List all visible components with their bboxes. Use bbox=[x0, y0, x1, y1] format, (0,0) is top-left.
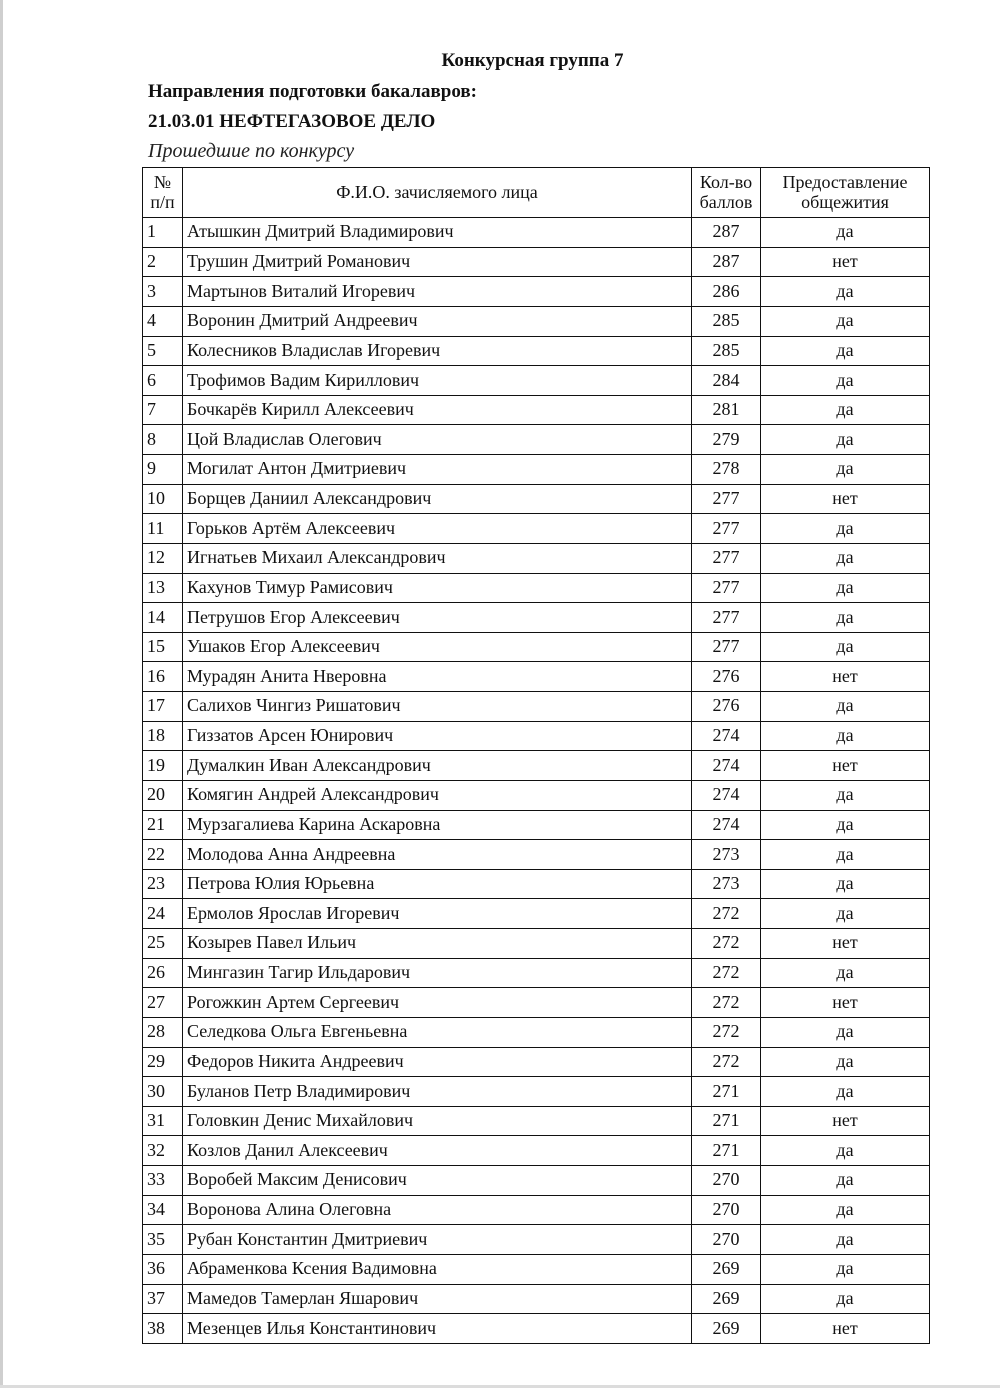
table-row bbox=[143, 1284, 930, 1314]
score: 287 bbox=[692, 218, 761, 248]
dormitory: да bbox=[761, 632, 930, 662]
student-name: Козырев Павел Ильич bbox=[183, 929, 692, 959]
row-number: 17 bbox=[143, 692, 183, 722]
student-name: Гиззатов Арсен Юнирович bbox=[183, 721, 692, 751]
dormitory: нет bbox=[761, 1106, 930, 1136]
table-row bbox=[143, 721, 930, 751]
student-name: Воронин Дмитрий Андреевич bbox=[183, 306, 692, 336]
dormitory: да bbox=[761, 543, 930, 573]
student-name: Мурадян Анита Нверовна bbox=[183, 662, 692, 692]
score: 285 bbox=[692, 306, 761, 336]
row-number: 24 bbox=[143, 899, 183, 929]
header-score-line2: баллов bbox=[699, 191, 753, 212]
score: 281 bbox=[692, 395, 761, 425]
dormitory: да bbox=[761, 780, 930, 810]
table-row bbox=[143, 1106, 930, 1136]
row-number: 12 bbox=[143, 543, 183, 573]
row-number: 5 bbox=[143, 336, 183, 366]
table-row bbox=[143, 395, 930, 425]
table-row bbox=[143, 632, 930, 662]
score: 269 bbox=[692, 1284, 761, 1314]
row-number: 27 bbox=[143, 988, 183, 1018]
table-row bbox=[143, 662, 930, 692]
student-name: Ермолов Ярослав Игоревич bbox=[183, 899, 692, 929]
row-number: 38 bbox=[143, 1314, 183, 1344]
table-row bbox=[143, 1225, 930, 1255]
score: 271 bbox=[692, 1077, 761, 1107]
score: 269 bbox=[692, 1254, 761, 1284]
student-name: Колесников Владислав Игоревич bbox=[183, 336, 692, 366]
table-row bbox=[143, 988, 930, 1018]
dormitory: нет bbox=[761, 247, 930, 277]
enrollment-table bbox=[142, 167, 930, 1344]
dormitory: да bbox=[761, 692, 930, 722]
score: 270 bbox=[692, 1195, 761, 1225]
score: 273 bbox=[692, 869, 761, 899]
student-name: Буланов Петр Владимирович bbox=[183, 1077, 692, 1107]
dormitory: да bbox=[761, 1047, 930, 1077]
dormitory: да bbox=[761, 425, 930, 455]
score: 271 bbox=[692, 1136, 761, 1166]
score: 272 bbox=[692, 1047, 761, 1077]
table-row bbox=[143, 484, 930, 514]
dormitory: да bbox=[761, 395, 930, 425]
dormitory: да bbox=[761, 1225, 930, 1255]
student-name: Молодова Анна Андреевна bbox=[183, 840, 692, 870]
student-name: Трофимов Вадим Кириллович bbox=[183, 366, 692, 396]
score: 272 bbox=[692, 958, 761, 988]
student-name: Атышкин Дмитрий Владимирович bbox=[183, 218, 692, 248]
dormitory: да bbox=[761, 1254, 930, 1284]
row-number: 33 bbox=[143, 1166, 183, 1196]
row-number: 3 bbox=[143, 277, 183, 307]
table-row bbox=[143, 455, 930, 485]
direction-label: Направления подготовки бакалавров: bbox=[148, 81, 477, 102]
student-name: Селедкова Ольга Евгеньевна bbox=[183, 1017, 692, 1047]
table-row bbox=[143, 425, 930, 455]
row-number: 9 bbox=[143, 455, 183, 485]
student-name: Петрушов Егор Алексеевич bbox=[183, 603, 692, 633]
score: 274 bbox=[692, 780, 761, 810]
student-name: Игнатьев Михаил Александрович bbox=[183, 543, 692, 573]
student-name: Мурзагалиева Карина Аскаровна bbox=[183, 810, 692, 840]
table-row bbox=[143, 869, 930, 899]
score: 277 bbox=[692, 543, 761, 573]
dormitory: да bbox=[761, 218, 930, 248]
dormitory: да bbox=[761, 277, 930, 307]
row-number: 37 bbox=[143, 1284, 183, 1314]
score: 273 bbox=[692, 840, 761, 870]
student-name: Рогожкин Артем Сергеевич bbox=[183, 988, 692, 1018]
table-row bbox=[143, 277, 930, 307]
table-row bbox=[143, 514, 930, 544]
row-number: 32 bbox=[143, 1136, 183, 1166]
score: 277 bbox=[692, 514, 761, 544]
student-name: Воронова Алина Олеговна bbox=[183, 1195, 692, 1225]
table-row bbox=[143, 958, 930, 988]
dormitory: да bbox=[761, 721, 930, 751]
score: 274 bbox=[692, 751, 761, 781]
score: 276 bbox=[692, 662, 761, 692]
row-number: 23 bbox=[143, 869, 183, 899]
score: 270 bbox=[692, 1166, 761, 1196]
table-row bbox=[143, 840, 930, 870]
score: 279 bbox=[692, 425, 761, 455]
header-num-line2: п/п bbox=[150, 191, 175, 212]
header-row bbox=[143, 168, 930, 218]
header-num-line1: № bbox=[153, 171, 172, 192]
program-title: 21.03.01 НЕФТЕГАЗОВОЕ ДЕЛО bbox=[148, 111, 436, 132]
score: 285 bbox=[692, 336, 761, 366]
row-number: 36 bbox=[143, 1254, 183, 1284]
score: 272 bbox=[692, 899, 761, 929]
dormitory: да bbox=[761, 1017, 930, 1047]
score: 272 bbox=[692, 929, 761, 959]
dormitory: да bbox=[761, 899, 930, 929]
table-row bbox=[143, 336, 930, 366]
dormitory: да bbox=[761, 810, 930, 840]
score: 277 bbox=[692, 603, 761, 633]
score: 287 bbox=[692, 247, 761, 277]
row-number: 2 bbox=[143, 247, 183, 277]
student-name: Кахунов Тимур Рамисович bbox=[183, 573, 692, 603]
dormitory: да bbox=[761, 958, 930, 988]
score: 271 bbox=[692, 1106, 761, 1136]
row-number: 18 bbox=[143, 721, 183, 751]
student-name: Комягин Андрей Александрович bbox=[183, 780, 692, 810]
row-number: 8 bbox=[143, 425, 183, 455]
row-number: 13 bbox=[143, 573, 183, 603]
table-row bbox=[143, 692, 930, 722]
row-number: 26 bbox=[143, 958, 183, 988]
table-header bbox=[143, 168, 930, 218]
score: 277 bbox=[692, 632, 761, 662]
score: 269 bbox=[692, 1314, 761, 1344]
score: 270 bbox=[692, 1225, 761, 1255]
header-score bbox=[692, 168, 761, 218]
row-number: 29 bbox=[143, 1047, 183, 1077]
row-number: 7 bbox=[143, 395, 183, 425]
dormitory: да bbox=[761, 1136, 930, 1166]
dormitory: нет bbox=[761, 484, 930, 514]
dormitory: да bbox=[761, 840, 930, 870]
row-number: 35 bbox=[143, 1225, 183, 1255]
student-name: Цой Владислав Олегович bbox=[183, 425, 692, 455]
student-name: Мамедов Тамерлан Яшарович bbox=[183, 1284, 692, 1314]
header-num bbox=[143, 168, 183, 218]
dormitory: да bbox=[761, 603, 930, 633]
student-name: Рубан Константин Дмитриевич bbox=[183, 1225, 692, 1255]
dormitory: да bbox=[761, 366, 930, 396]
row-number: 34 bbox=[143, 1195, 183, 1225]
table-row bbox=[143, 929, 930, 959]
header-dorm bbox=[761, 168, 930, 218]
dormitory: да bbox=[761, 336, 930, 366]
student-name: Мартынов Виталий Игоревич bbox=[183, 277, 692, 307]
dormitory: нет bbox=[761, 988, 930, 1018]
table-row bbox=[143, 751, 930, 781]
dormitory: да bbox=[761, 1195, 930, 1225]
table-row bbox=[143, 366, 930, 396]
score: 286 bbox=[692, 277, 761, 307]
table-row bbox=[143, 780, 930, 810]
dormitory: да bbox=[761, 1284, 930, 1314]
student-name: Петрова Юлия Юрьевна bbox=[183, 869, 692, 899]
dormitory: нет bbox=[761, 1314, 930, 1344]
row-number: 21 bbox=[143, 810, 183, 840]
student-name: Головкин Денис Михайлович bbox=[183, 1106, 692, 1136]
header-name: Ф.И.О. зачисляемого лица bbox=[183, 168, 692, 218]
row-number: 15 bbox=[143, 632, 183, 662]
score: 277 bbox=[692, 573, 761, 603]
row-number: 4 bbox=[143, 306, 183, 336]
table-row bbox=[143, 810, 930, 840]
page-left-edge bbox=[0, 0, 3, 1388]
table-row bbox=[143, 306, 930, 336]
table-row bbox=[143, 543, 930, 573]
student-name: Бочкарёв Кирилл Алексеевич bbox=[183, 395, 692, 425]
student-name: Трушин Дмитрий Романович bbox=[183, 247, 692, 277]
table-row bbox=[143, 1077, 930, 1107]
table-row bbox=[143, 1195, 930, 1225]
student-name: Горьков Артём Алексеевич bbox=[183, 514, 692, 544]
dormitory: нет bbox=[761, 662, 930, 692]
row-number: 10 bbox=[143, 484, 183, 514]
header-dorm-line1: Предоставление bbox=[782, 171, 908, 192]
table-body bbox=[143, 218, 930, 1344]
score: 277 bbox=[692, 484, 761, 514]
table-row bbox=[143, 218, 930, 248]
table-row bbox=[143, 247, 930, 277]
row-number: 19 bbox=[143, 751, 183, 781]
score: 276 bbox=[692, 692, 761, 722]
row-number: 14 bbox=[143, 603, 183, 633]
row-number: 1 bbox=[143, 218, 183, 248]
row-number: 28 bbox=[143, 1017, 183, 1047]
student-name: Козлов Данил Алексеевич bbox=[183, 1136, 692, 1166]
row-number: 11 bbox=[143, 514, 183, 544]
header-score-line1: Кол-во bbox=[699, 171, 753, 192]
student-name: Мезенцев Илья Константинович bbox=[183, 1314, 692, 1344]
row-number: 25 bbox=[143, 929, 183, 959]
table-row bbox=[143, 573, 930, 603]
dormitory: да bbox=[761, 573, 930, 603]
subtitle: Прошедшие по конкурсу bbox=[148, 140, 355, 162]
dormitory: нет bbox=[761, 751, 930, 781]
student-name: Могилат Антон Дмитриевич bbox=[183, 455, 692, 485]
score: 274 bbox=[692, 810, 761, 840]
student-name: Ушаков Егор Алексеевич bbox=[183, 632, 692, 662]
score: 284 bbox=[692, 366, 761, 396]
table-row bbox=[143, 603, 930, 633]
dormitory: да bbox=[761, 514, 930, 544]
dormitory: да bbox=[761, 1077, 930, 1107]
table-row bbox=[143, 1314, 930, 1344]
row-number: 30 bbox=[143, 1077, 183, 1107]
group-title: Конкурсная группа 7 bbox=[441, 50, 624, 71]
score: 278 bbox=[692, 455, 761, 485]
student-name: Борщев Даниил Александрович bbox=[183, 484, 692, 514]
score: 274 bbox=[692, 721, 761, 751]
student-name: Думалкин Иван Александрович bbox=[183, 751, 692, 781]
row-number: 6 bbox=[143, 366, 183, 396]
dormitory: да bbox=[761, 306, 930, 336]
student-name: Воробей Максим Денисович bbox=[183, 1166, 692, 1196]
student-name: Салихов Чингиз Ришатович bbox=[183, 692, 692, 722]
student-name: Абраменкова Ксения Вадимовна bbox=[183, 1254, 692, 1284]
row-number: 31 bbox=[143, 1106, 183, 1136]
score: 272 bbox=[692, 988, 761, 1018]
table-row bbox=[143, 1166, 930, 1196]
score: 272 bbox=[692, 1017, 761, 1047]
table-row bbox=[143, 1136, 930, 1166]
row-number: 22 bbox=[143, 840, 183, 870]
row-number: 16 bbox=[143, 662, 183, 692]
row-number: 20 bbox=[143, 780, 183, 810]
student-name: Федоров Никита Андреевич bbox=[183, 1047, 692, 1077]
table-row bbox=[143, 1047, 930, 1077]
header-dorm-line2: общежития bbox=[801, 191, 889, 212]
table-row bbox=[143, 1254, 930, 1284]
dormitory: да bbox=[761, 455, 930, 485]
dormitory: да bbox=[761, 869, 930, 899]
dormitory: да bbox=[761, 1166, 930, 1196]
table-row bbox=[143, 899, 930, 929]
table-row bbox=[143, 1017, 930, 1047]
dormitory: нет bbox=[761, 929, 930, 959]
student-name: Мингазин Тагир Ильдарович bbox=[183, 958, 692, 988]
